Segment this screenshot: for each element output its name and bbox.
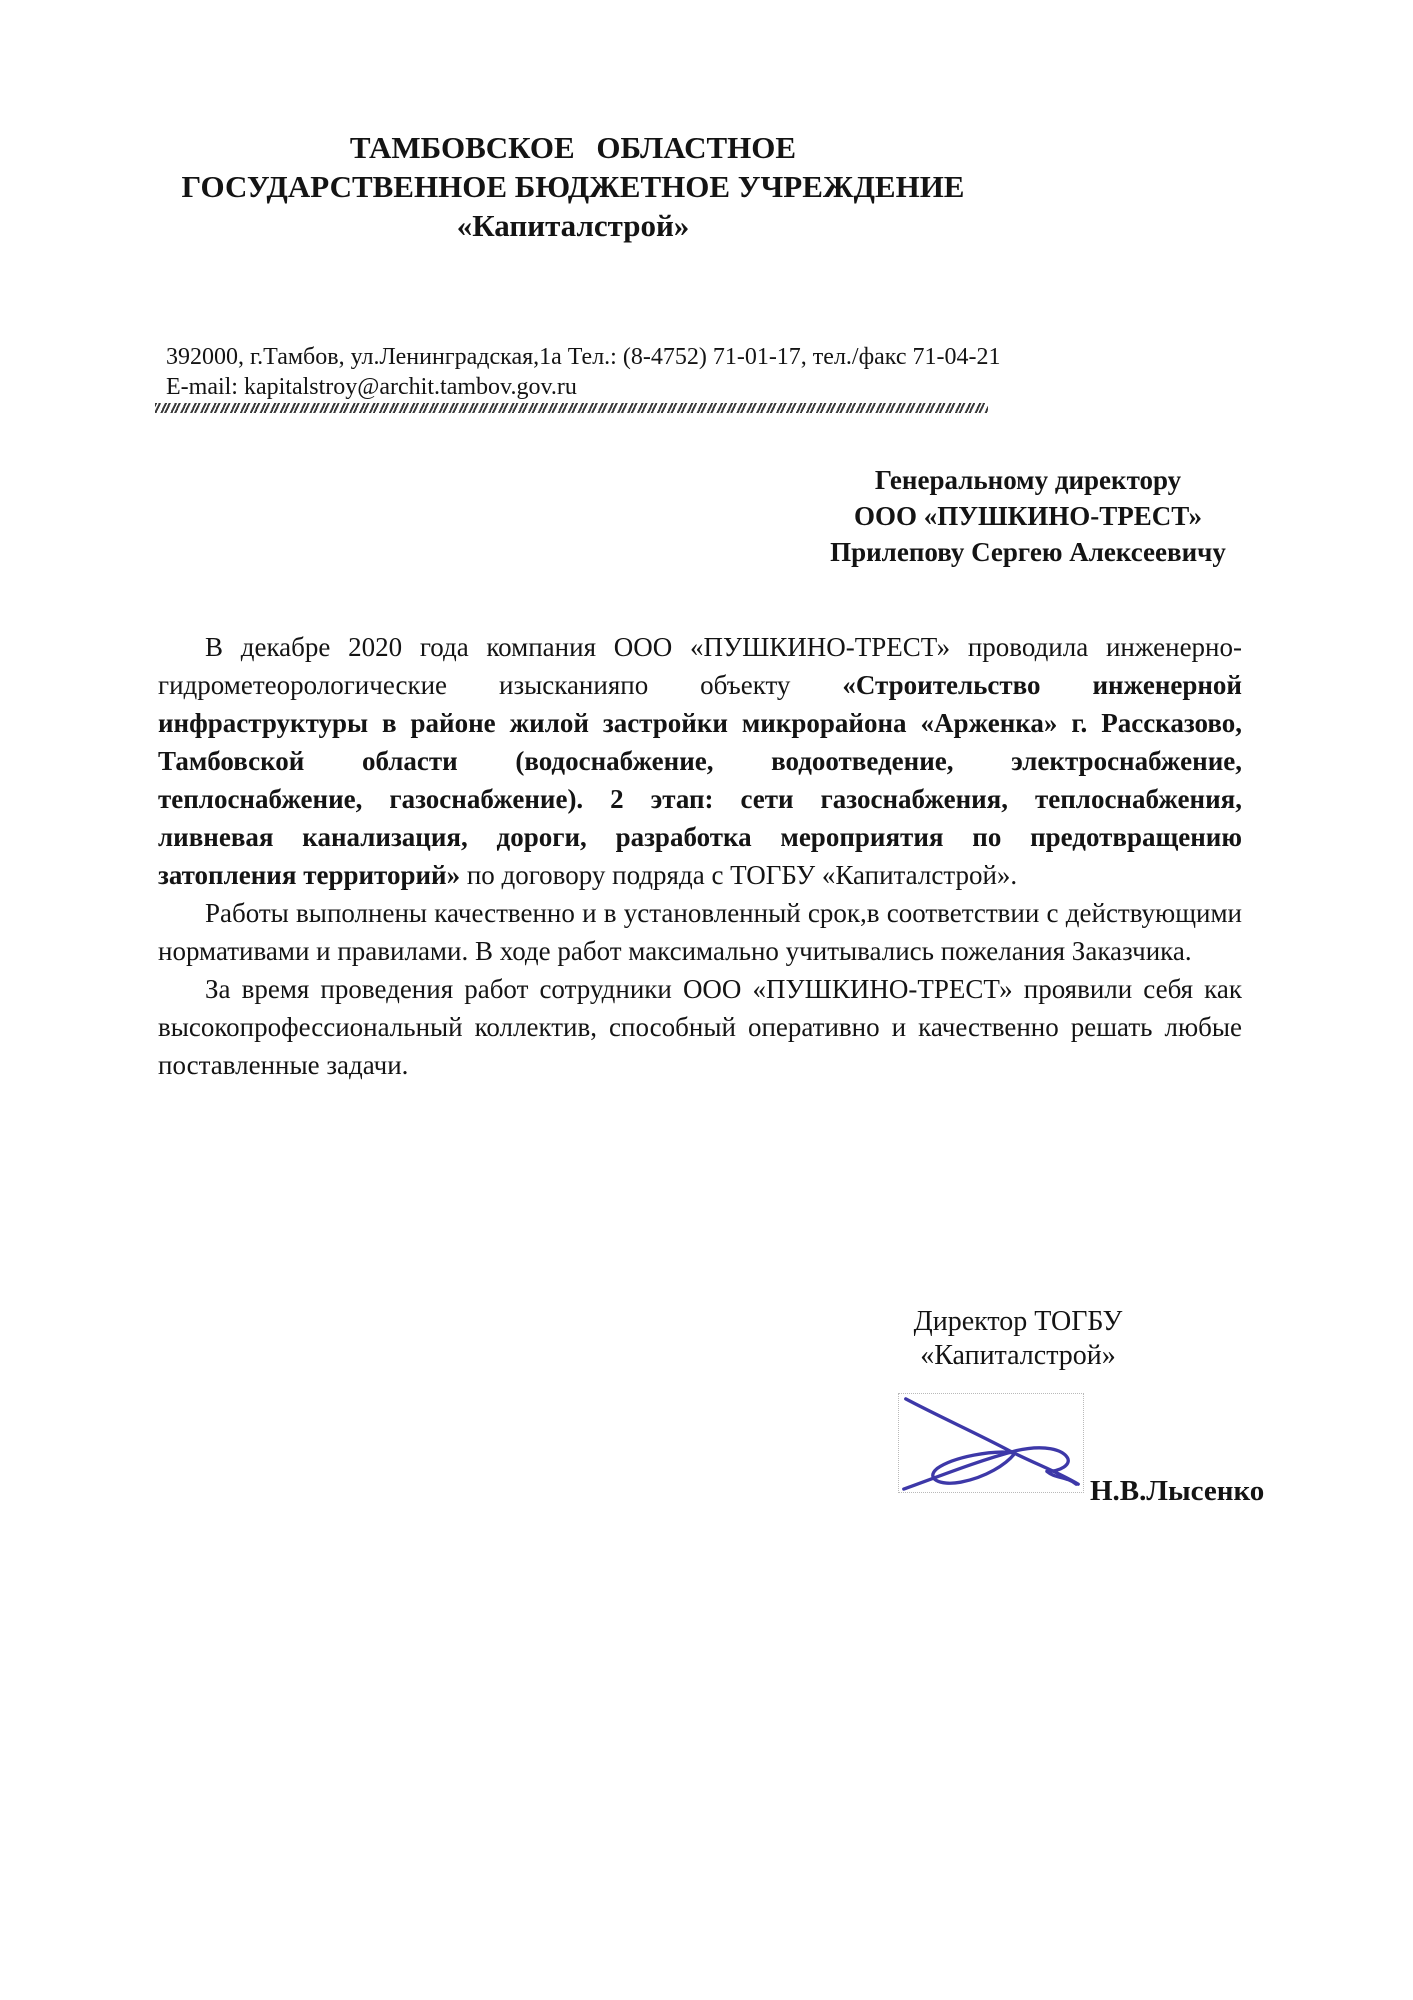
paragraph-1-object-title: «Строительство инженерной инфраструктуры в районе жилой застройки микрорайона «Арженка» г. Рассказово, Тамбовской области (водоснабжение, водоотведение, электроснабжение, теплоснабжение, газоснабжение). 2 этап: сети газоснабжения, теплоснабжения, ливневая канализация, дороги, разработка мероприятия по предотвращению затопления территорий» <box>158 670 1242 890</box>
handwritten-signature-icon <box>899 1394 1083 1492</box>
email-line: E-mail: kapitalstroy@archit.tambov.gov.ru <box>166 374 577 400</box>
signer-title-line1: Директор ТОГБУ <box>913 1306 1123 1337</box>
letter-body <box>158 628 1242 1084</box>
paragraph-1-intro: В декабре 2020 года компания ООО «ПУШКИНО-ТРЕСТ» проводила инженерно-гидрометеорологические изысканияпо объекту <box>158 632 1242 700</box>
paragraph-2: Работы выполнены качественно и в установленный срок,в соответствии с действующими нормативами и правилами. В ходе работ максимально учитывались пожелания Заказчика. <box>158 898 1242 966</box>
contact-block <box>166 342 1166 402</box>
paragraph-3: За время проведения работ сотрудники ООО «ПУШКИНО-ТРЕСТ» проявили себя как высокопрофессиональный коллектив, способный оперативно и качественно решать любые поставленные задачи. <box>158 974 1242 1080</box>
org-name-line1: ТАМБОВСКОЕ ОБЛАСТНОЕ <box>349 130 797 165</box>
recipient-company: ООО «ПУШКИНО-ТРЕСТ» <box>853 501 1203 531</box>
hatched-divider <box>155 403 988 413</box>
signer-title-line2: «Капиталстрой» <box>920 1340 1116 1371</box>
paragraph-1-outro: по договору подряда с ТОГБУ «Капиталстрой». <box>460 860 1018 890</box>
org-name-line2: ГОСУДАРСТВЕННОЕ БЮДЖЕТНОЕ УЧРЕЖДЕНИЕ <box>181 169 965 204</box>
recipient-block <box>828 462 1228 570</box>
recipient-position: Генеральному директору <box>874 465 1182 495</box>
address-line: 392000, г.Тамбов, ул.Ленинградская,1а Тел.: (8-4752) 71-01-17, тел./факс 71-04-21 <box>166 344 1001 370</box>
paragraph-1 <box>158 628 1242 894</box>
signature-image <box>898 1393 1084 1493</box>
signer-title <box>838 1305 1198 1373</box>
signer-name: Н.В.Лысенко <box>1090 1475 1265 1507</box>
letterhead <box>158 128 988 245</box>
recipient-person: Прилепову Сергею Алексеевичу <box>830 537 1226 567</box>
org-name-line3: «Капиталстрой» <box>456 208 690 243</box>
